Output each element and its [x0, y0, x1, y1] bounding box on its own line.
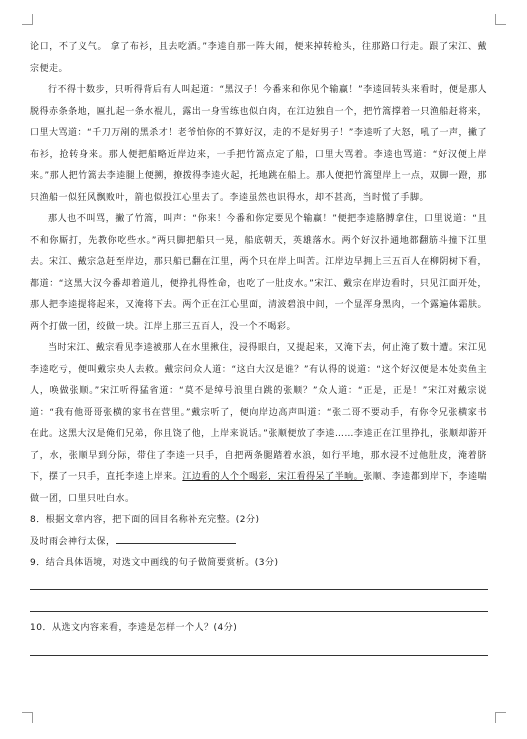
document-page	[30, 37, 487, 656]
underlined-sentence: 江边看的人个个喝彩，宋江看得呆了半晌。	[182, 472, 364, 482]
question-10-answer-line-1[interactable]	[30, 655, 488, 656]
question-8-label: 8．根据文章内容，把下面的回目名称补充完整。(2分)	[30, 515, 260, 525]
question-9-label: 9．结合具体语境，对选文中画线的句子做简要赏析。(3分)	[30, 558, 279, 568]
crop-mark-bottom-right	[495, 712, 506, 723]
question-8-blank[interactable]	[116, 534, 236, 544]
crop-mark-bottom-left	[22, 712, 33, 723]
passage-paragraph-3-tail: 张顺、李逵都到岸下，李逵喘做一团，口里只吐白水。	[30, 472, 487, 504]
question-8-line-text: 及时雨会神行太保，	[30, 536, 116, 547]
passage-paragraph-1: 行不得十数步，只听得背后有人叫起道：“黑汉子！今番来和你见个输赢！”李逵回转头来看时，便是那人脱得赤条条地，匾扎起一条水裩儿，露出一身雪练也似白肉，在江边独自一个，把竹篙撑着一只渔船赶将来，口里大骂道：“千刀万剐的黑杀才！老爷怕你的不算好汉，走的不是好男子！”李逵听了大怒，吼了一声，撇了布衫，抢转身来。那人便把船略近岸边来，一手把竹篙点定了船，口里大骂着。李逵也骂道：“好汉便上岸来。”那人把竹篙去李逵腿上便搠，撩拨得李逵火起，托地跳在船上。那人便把竹篙望岸上一点，双脚一蹬，那只渔船一似狂风飘败叶，箭也似投江心里去了。李逵虽然也识得水，却不甚高，当时慌了手脚。	[30, 85, 487, 203]
question-10-label: 10．从选文内容来看，李逵是怎样一个人？(4分)	[30, 622, 238, 633]
passage-paragraph-0: 论口，不了义气。 拿了布衫，且去吃酒。”李逵自那一阵大闹，便来掉转枪头，往那路口行走。跟了宋江、戴宗便走。	[30, 42, 487, 74]
crop-mark-top-right	[495, 14, 506, 25]
passage-paragraph-2: 那人也不叫骂，撇了竹篙，叫声：“你来！今番和你定要见个输赢！”便把李逵胳膊拿住，口里说道：“且不和你厮打，先教你吃些水。”两只脚把船只一晃，船底朝天，英雄落水。两个好汉扑通地都翻筋斗撞下江里去。宋江、戴宗急赶至岸边，那只船已翻在江里，两个只在岸上叫苦。江岸边早拥上三五百人在柳阴树下看，都道：“这黑大汉今番却着道儿，便挣扎得性命，也吃了一肚皮水。”宋江、戴宗在岸边看时，只见江面开处，那人把李逵提将起来，又淹将下去。两个正在江心里面，清波碧浪中间，一个显浑身黑肉，一个露遍体霜肤。两个打做一团，绞做一块。江岸上那三五百人，没一个不喝彩。	[30, 214, 487, 332]
crop-mark-top-left	[22, 14, 33, 25]
question-8-answer-row	[30, 532, 487, 554]
passage-paragraph-3	[30, 338, 487, 510]
passage-paragraph-3-text: 当时宋江、戴宗看见李逵被那人在水里揪住，浸得眼白，又提起来，又淹下去，何止淹了数十遭。宋江见李逵吃亏，便叫戴宗央人去救。戴宗问众人道：“这白大汉是谁？”有认得的说道：“这个好汉便是本处卖鱼主人，唤做张顺。”宋江听得猛省道：“莫不是绰号浪里白跳的张顺？”众人道：“正是，正是！”宋江对戴宗说道：“我有他哥哥张横的家书在营里。”戴宗听了，便向岸边高声叫道：“张二哥不要动手，有你令兄张横家书在此。这黑大汉是俺们兄弟，你且饶了他，上岸来说话。”张顺便放了李逵……李逵正在江里挣扎，张顺却游开了，水，张顺早到分际，带住了李逵一只手，自把两条腿踏着水浪，如行平地，那水浸不过他肚皮，淹着脐下，摆了一只手，直托李逵上岸来。	[30, 343, 487, 482]
